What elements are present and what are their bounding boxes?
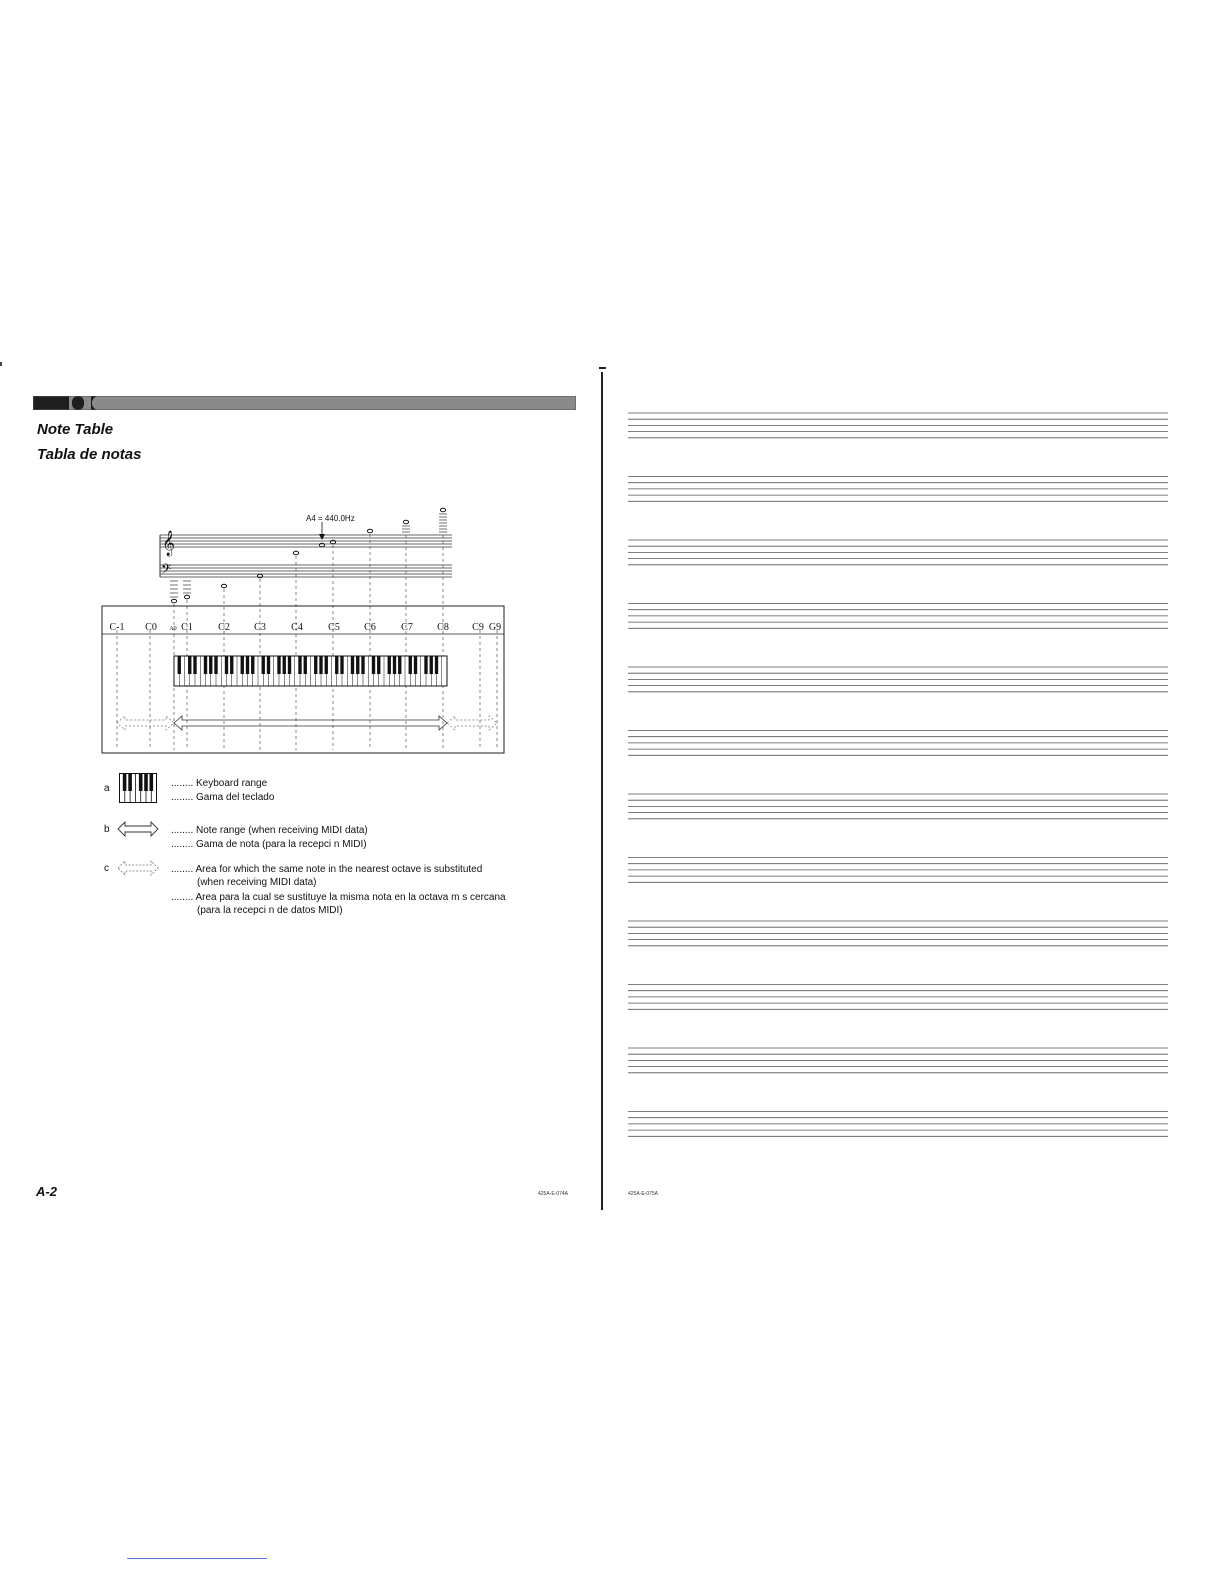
keyboard-diagram xyxy=(174,656,447,686)
staff xyxy=(628,604,1168,629)
staff xyxy=(628,540,1168,565)
substitution-arrow-left xyxy=(117,716,174,730)
legend-c-line-2: (when receiving MIDI data) xyxy=(197,877,317,888)
black-key xyxy=(283,656,286,674)
black-key xyxy=(314,656,317,674)
legend-a-line-1: ........ Keyboard range xyxy=(171,778,268,789)
page-divider xyxy=(601,372,603,1210)
black-key xyxy=(241,656,244,674)
black-key xyxy=(304,656,307,674)
black-key xyxy=(361,656,364,674)
black-key xyxy=(325,656,328,674)
note-c7 xyxy=(403,520,408,524)
black-key xyxy=(335,656,338,674)
staff xyxy=(628,985,1168,1010)
note-c2 xyxy=(221,584,226,588)
bottom-rule xyxy=(127,1558,267,1559)
staff xyxy=(628,413,1168,438)
black-key xyxy=(288,656,291,674)
legend-a-line-2: ........ Gama del teclado xyxy=(171,792,275,803)
staff xyxy=(628,731,1168,756)
staff-paper xyxy=(620,405,1180,1165)
black-key xyxy=(209,656,212,674)
note-guides xyxy=(117,534,497,750)
legend-letter-b: b xyxy=(104,824,110,835)
substitution-arrow-right xyxy=(447,716,497,730)
octave-label: C7 xyxy=(401,622,413,633)
solid-double-arrow-icon xyxy=(117,821,159,837)
black-key xyxy=(225,656,228,674)
edge-mark xyxy=(0,362,2,366)
page-top-mark xyxy=(599,367,606,369)
black-key xyxy=(246,656,249,674)
page-code-left: 425A-E-074A xyxy=(538,1191,569,1197)
octave-label: C2 xyxy=(218,622,230,633)
note-c8 xyxy=(440,508,445,512)
black-key xyxy=(409,656,412,674)
octave-label: C9 xyxy=(472,622,484,633)
black-key xyxy=(178,656,181,674)
staff xyxy=(628,858,1168,883)
black-key xyxy=(435,656,438,674)
page-code-right: 425A-E-075A xyxy=(628,1191,659,1197)
note-a0 xyxy=(171,599,176,603)
legend-c-line-3: ........ Area para la cual se sustituye la misma nota en la octava m s cercana xyxy=(171,892,506,903)
black-key xyxy=(372,656,375,674)
black-key xyxy=(388,656,391,674)
legend-letter-a: a xyxy=(104,783,110,794)
legend-b-line-2: ........ Gama de nota (para la recepci n MIDI) xyxy=(171,839,367,850)
black-key xyxy=(298,656,301,674)
octave-label: A0 xyxy=(169,626,177,632)
legend-c-line-1: ........ Area for which the same note in the nearest octave is substituted xyxy=(171,864,483,875)
note-c6 xyxy=(367,529,372,533)
black-key xyxy=(351,656,354,674)
black-key xyxy=(277,656,280,674)
page-title-en: Note Table xyxy=(37,421,114,438)
black-key xyxy=(424,656,427,674)
note-c1 xyxy=(184,595,189,599)
black-key xyxy=(204,656,207,674)
black-key xyxy=(193,656,196,674)
black-key xyxy=(430,656,433,674)
bass-clef-icon: 𝄢 xyxy=(161,561,172,580)
header-band xyxy=(33,396,576,410)
octave-label: C-1 xyxy=(109,622,125,633)
frequency-label: A4 = 440.0Hz xyxy=(306,514,355,523)
ledger-lines xyxy=(170,514,447,597)
black-key xyxy=(267,656,270,674)
octave-label: C6 xyxy=(364,622,376,633)
octave-label: C4 xyxy=(291,622,303,633)
octave-label: G9 xyxy=(488,622,502,633)
black-key xyxy=(398,656,401,674)
black-key xyxy=(262,656,265,674)
black-key xyxy=(356,656,359,674)
page-number: A-2 xyxy=(36,1184,57,1199)
a4-arrow xyxy=(319,522,325,540)
black-key xyxy=(377,656,380,674)
octave-label: C8 xyxy=(437,622,449,633)
octave-label: C1 xyxy=(181,622,193,633)
staff xyxy=(628,921,1168,946)
page-title-es: Tabla de notas xyxy=(37,446,142,463)
keyboard-icon xyxy=(119,773,157,803)
black-key xyxy=(414,656,417,674)
staff xyxy=(628,477,1168,502)
notes xyxy=(171,508,445,603)
legend-b-line-1: ........ Note range (when receiving MIDI data) xyxy=(171,825,368,836)
staff xyxy=(628,794,1168,819)
octave-label: C5 xyxy=(328,622,340,633)
staff xyxy=(628,1112,1168,1137)
black-key xyxy=(214,656,217,674)
staff xyxy=(628,667,1168,692)
black-key xyxy=(340,656,343,674)
dotted-double-arrow-icon xyxy=(117,860,159,876)
black-key xyxy=(230,656,233,674)
legend-letter-c: c xyxy=(104,863,109,874)
treble-clef-icon: 𝄞 xyxy=(162,531,176,556)
black-key xyxy=(251,656,254,674)
octave-label: C3 xyxy=(254,622,266,633)
black-key xyxy=(393,656,396,674)
bass-staff xyxy=(160,565,452,577)
octave-label: C0 xyxy=(145,622,157,633)
black-key xyxy=(319,656,322,674)
note-c4 xyxy=(293,551,298,555)
treble-staff xyxy=(160,535,452,547)
staff xyxy=(628,1048,1168,1073)
legend-c-line-4: (para la recepci n de datos MIDI) xyxy=(197,905,343,916)
black-key xyxy=(188,656,191,674)
